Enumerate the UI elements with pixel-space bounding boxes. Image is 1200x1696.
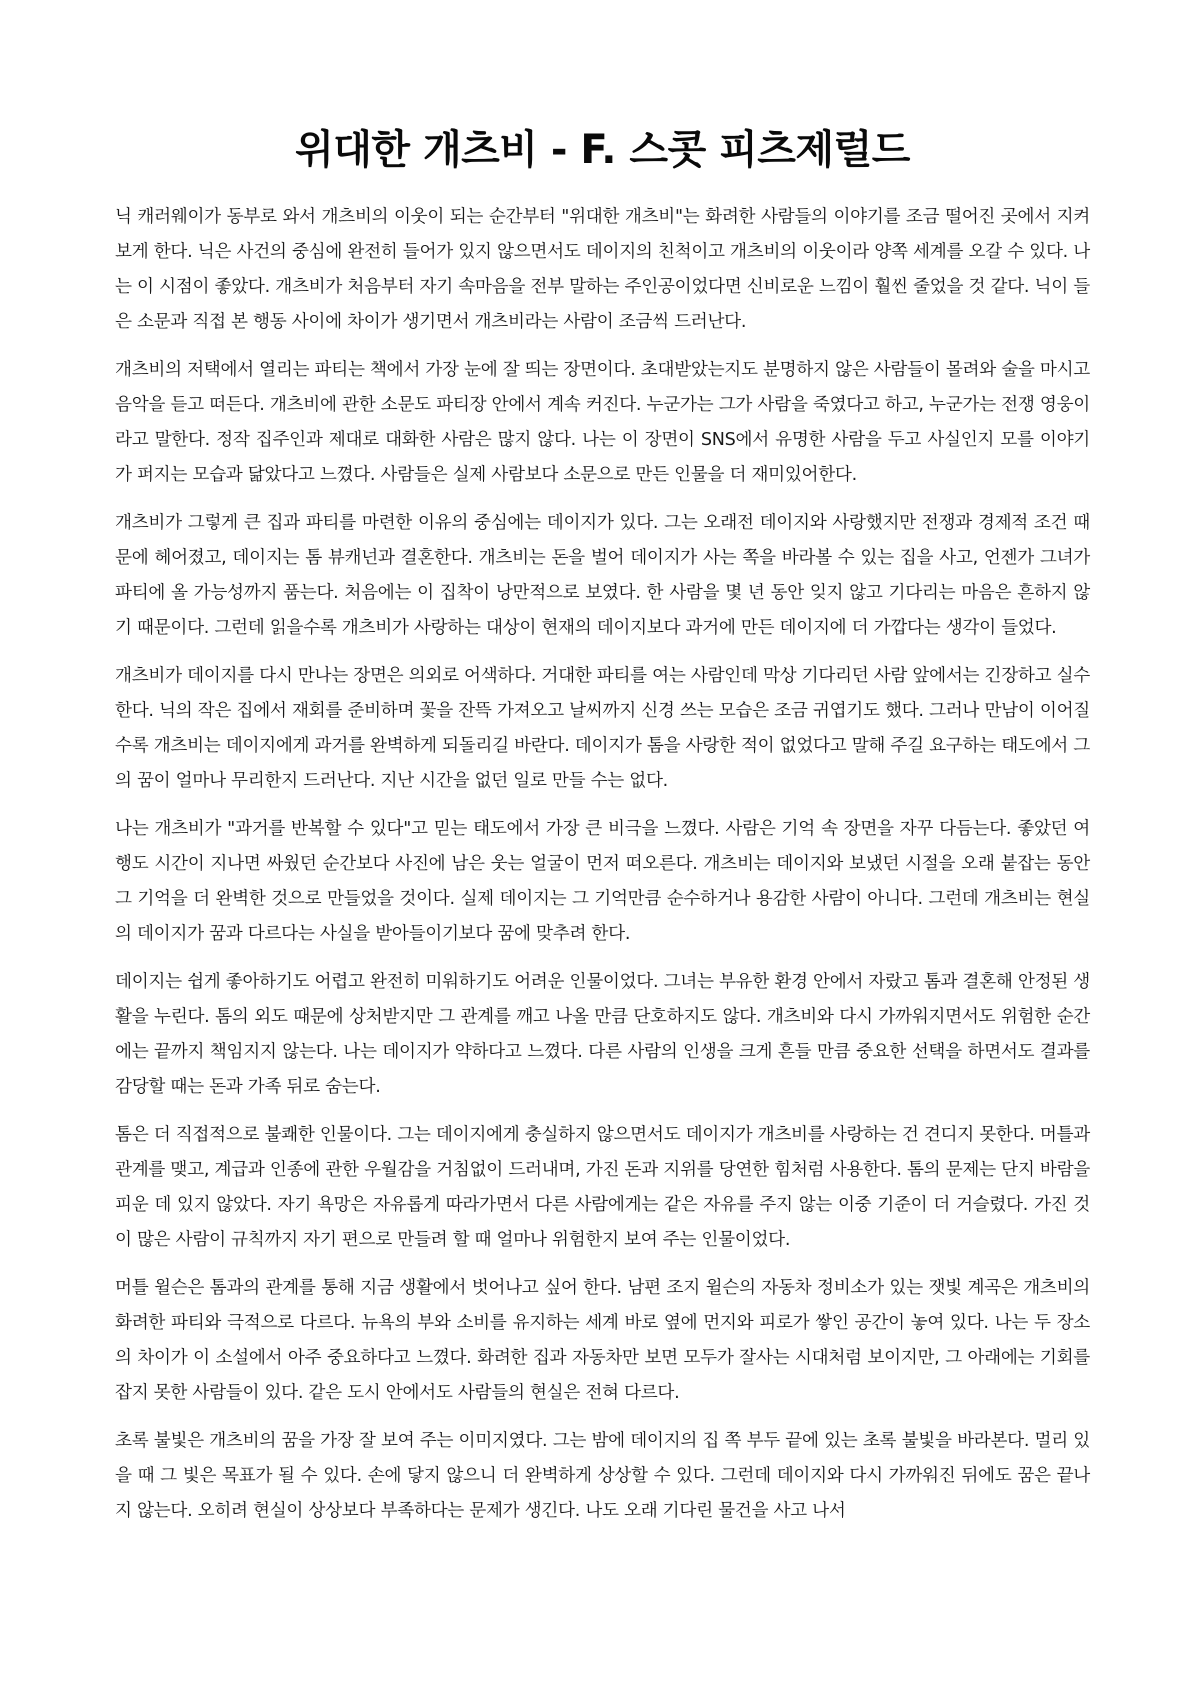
paragraph-repeat-past: 나는 개츠비가 "과거를 반복할 수 있다"고 믿는 태도에서 가장 큰 비극을 느꼈다. 사람은 기억 속 장면을 자꾸 다듬는다. 좋았던 여행도 시간이 지나면 싸웠던 순간보다 사진에 남은 웃는 얼굴이 먼저 떠오른다. 개츠비는 데이지와 보냈던 시절을 오래 붙잡는 동안 그 기억을 더 완벽한 것으로 만들었을 것이다. 실제 데이지는 그 기억만큼 순수하거나 용감한 사람이 아니다. 그런데 개츠비는 현실의 데이지가 꿈과 다르다는 사실을 받아들이기보다 꿈에 맞추려 한다. bbox=[115, 819, 1090, 944]
paragraph-narrator: 닉 캐러웨이가 동부로 와서 개츠비의 이웃이 되는 순간부터 "위대한 개츠비"는 화려한 사람들의 이야기를 조금 떨어진 곳에서 지켜보게 한다. 닉은 사건의 중심에 완전히 들어가 있지 않으면서도 데이지의 친척이고 개츠비의 이웃이라 양쪽 세계를 오갈 수 있다. 나는 이 시점이 좋았다. 개츠비가 처음부터 자기 속마음을 전부 말하는 주인공이었다면 신비로운 느낌이 훨씬 줄었을 것 같다. 닉이 들은 소문과 직접 본 행동 사이에 차이가 생기면서 개츠비라는 사람이 조금씩 드러난다. bbox=[115, 207, 1090, 332]
document-title: 위대한 개츠비 - F. 스콧 피츠제럴드 bbox=[295, 127, 910, 173]
paragraph-green-light: 초록 불빛은 개츠비의 꿈을 가장 잘 보여 주는 이미지였다. 그는 밤에 데이지의 집 쪽 부두 끝에 있는 초록 불빛을 바라본다. 멀리 있을 때 그 빛은 목표가 될 수 있다. 손에 닿지 않으니 더 완벽하게 상상할 수 있다. 그런데 데이지와 다시 가까워진 뒤에도 꿈은 끝나지 않는다. 오히려 현실이 상상보다 부족하다는 문제가 생긴다. 나도 오래 기다린 물건을 사고 나서 bbox=[115, 1431, 1090, 1521]
paragraph-reunion: 개츠비가 데이지를 다시 만나는 장면은 의외로 어색하다. 거대한 파티를 여는 사람인데 막상 기다리던 사람 앞에서는 긴장하고 실수한다. 닉의 작은 집에서 재회를 준비하며 꽃을 잔뜩 가져오고 날씨까지 신경 쓰는 모습은 조금 귀엽기도 했다. 그러나 만남이 이어질수록 개츠비는 데이지에게 과거를 완벽하게 되돌리길 바란다. 데이지가 톰을 사랑한 적이 없었다고 말해 주길 요구하는 태도에서 그의 꿈이 얼마나 무리한지 드러난다. 지난 시간을 없던 일로 만들 수는 없다. bbox=[115, 666, 1090, 791]
paragraph-myrtle: 머틀 윌슨은 톰과의 관계를 통해 지금 생활에서 벗어나고 싶어 한다. 남편 조지 윌슨의 자동차 정비소가 있는 잿빛 계곡은 개츠비의 화려한 파티와 극적으로 다르다. 뉴욕의 부와 소비를 유지하는 세계 바로 옆에 먼지와 피로가 쌓인 공간이 놓여 있다. 나는 두 장소의 차이가 이 소설에서 아주 중요하다고 느꼈다. 화려한 집과 자동차만 보면 모두가 잘사는 시대처럼 보이지만, 그 아래에는 기회를 잡지 못한 사람들이 있다. 같은 도시 안에서도 사람들의 현실은 전혀 다르다. bbox=[115, 1278, 1090, 1403]
paragraph-tom: 톰은 더 직접적으로 불쾌한 인물이다. 그는 데이지에게 충실하지 않으면서도 데이지가 개츠비를 사랑하는 건 견디지 못한다. 머틀과 관계를 맺고, 계급과 인종에 관한 우월감을 거침없이 드러내며, 가진 돈과 지위를 당연한 힘처럼 사용한다. 톰의 문제는 단지 바람을 피운 데 있지 않았다. 자기 욕망은 자유롭게 따라가면서 다른 사람에게는 같은 자유를 주지 않는 이중 기준이 더 거슬렸다. 가진 것이 많은 사람이 규칙까지 자기 편으로 만들려 할 때 얼마나 위험한지 보여 주는 인물이었다. bbox=[115, 1125, 1090, 1250]
paragraph-party: 개츠비의 저택에서 열리는 파티는 책에서 가장 눈에 잘 띄는 장면이다. 초대받았는지도 분명하지 않은 사람들이 몰려와 술을 마시고 음악을 듣고 떠든다. 개츠비에 관한 소문도 파티장 안에서 계속 커진다. 누군가는 그가 사람을 죽였다고 하고, 누군가는 전쟁 영웅이라고 말한다. 정작 집주인과 제대로 대화한 사람은 많지 않다. 나는 이 장면이 SNS에서 유명한 사람을 두고 사실인지 모를 이야기가 퍼지는 모습과 닮았다고 느꼈다. 사람들은 실제 사람보다 소문으로 만든 인물을 더 재미있어한다. bbox=[115, 360, 1090, 485]
paragraph-daisy-character: 데이지는 쉽게 좋아하기도 어렵고 완전히 미워하기도 어려운 인물이었다. 그녀는 부유한 환경 안에서 자랐고 톰과 결혼해 안정된 생활을 누린다. 톰의 외도 때문에 상처받지만 그 관계를 깨고 나올 만큼 단호하지도 않다. 개츠비와 다시 가까워지면서도 위험한 순간에는 끝까지 책임지지 않는다. 나는 데이지가 약하다고 느꼈다. 다른 사람의 인생을 크게 흔들 만큼 중요한 선택을 하면서도 결과를 감당할 때는 돈과 가족 뒤로 숨는다. bbox=[115, 972, 1090, 1097]
paragraph-daisy-motive: 개츠비가 그렇게 큰 집과 파티를 마련한 이유의 중심에는 데이지가 있다. 그는 오래전 데이지와 사랑했지만 전쟁과 경제적 조건 때문에 헤어졌고, 데이지는 톰 뷰캐넌과 결혼한다. 개츠비는 돈을 벌어 데이지가 사는 쪽을 바라볼 수 있는 집을 사고, 언젠가 그녀가 파티에 올 가능성까지 품는다. 처음에는 이 집착이 낭만적으로 보였다. 한 사람을 몇 년 동안 잊지 않고 기다리는 마음은 흔하지 않기 때문이다. 그런데 읽을수록 개츠비가 사랑하는 대상이 현재의 데이지보다 과거에 만든 데이지에 더 가깝다는 생각이 들었다. bbox=[115, 513, 1090, 638]
